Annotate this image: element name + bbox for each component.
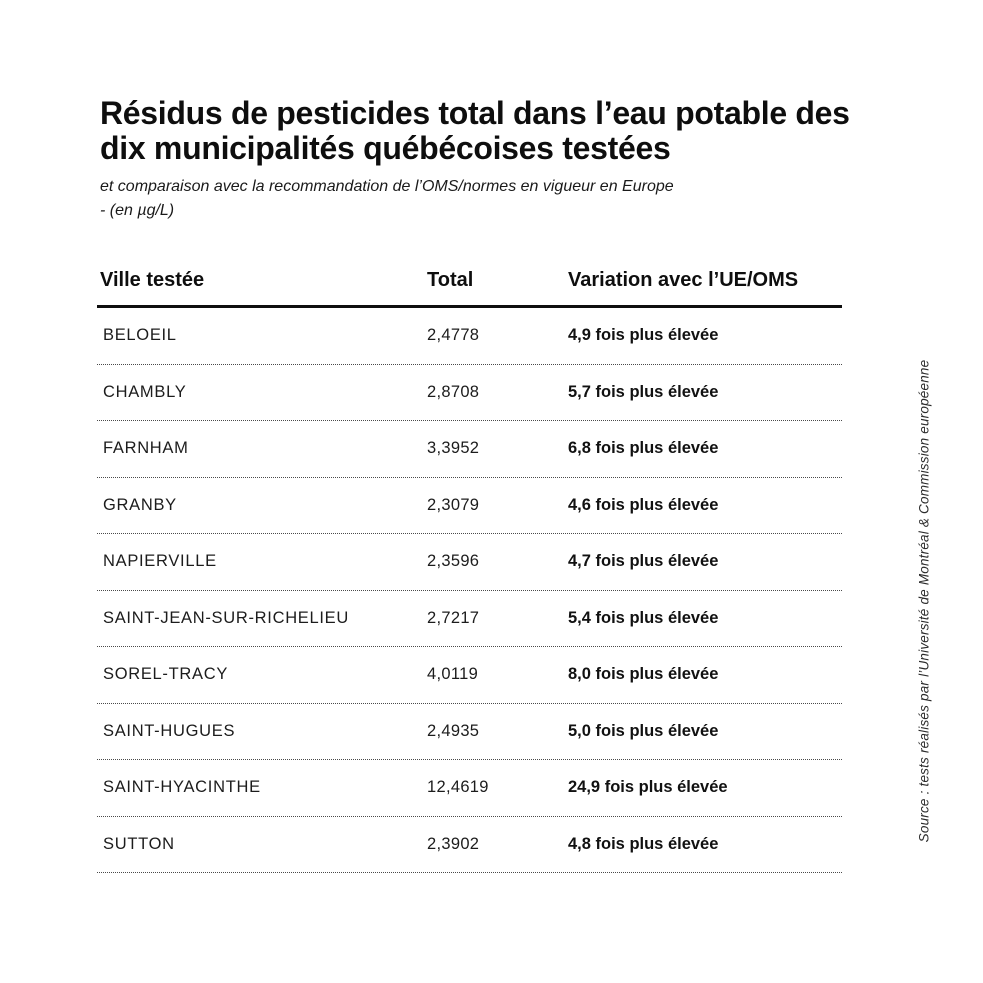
- table-row: [97, 817, 842, 874]
- total-cell: 2,3902: [427, 834, 480, 853]
- variation-cell: 4,7 fois plus élevée: [568, 552, 719, 571]
- variation-cell: 5,7 fois plus élevée: [568, 382, 719, 401]
- variation-cell: 24,9 fois plus élevée: [568, 778, 728, 797]
- total-cell: 2,3596: [427, 552, 480, 571]
- subtitle-line-1: et comparaison avec la recommandation de l’OMS/normes en vigueur en Europe: [100, 178, 674, 196]
- table-row: [97, 704, 842, 761]
- header: [100, 96, 900, 223]
- table-row: [97, 421, 842, 478]
- column-header-variation: Variation avec l’UE/OMS: [568, 269, 799, 291]
- city-cell: SOREL-TRACY: [103, 665, 229, 684]
- total-cell: 2,8708: [427, 382, 480, 401]
- city-cell: CHAMBLY: [103, 382, 187, 401]
- variation-cell: 6,8 fois plus élevée: [568, 439, 719, 458]
- city-cell: SAINT-HYACINTHE: [103, 778, 261, 797]
- variation-cell: 4,8 fois plus élevée: [568, 834, 719, 853]
- city-cell: FARNHAM: [103, 439, 189, 458]
- total-cell: 2,4778: [427, 326, 480, 345]
- table-row: [97, 760, 842, 817]
- source-note: Source : tests réalisés par l’Université de Montréal & Commission européenne: [916, 359, 932, 843]
- city-cell: SAINT-HUGUES: [103, 721, 236, 740]
- table-row: [97, 478, 842, 535]
- city-cell: NAPIERVILLE: [103, 552, 217, 571]
- city-cell: GRANBY: [103, 495, 177, 514]
- total-cell: 2,3079: [427, 495, 480, 514]
- table-body: [97, 308, 842, 873]
- table-row: [97, 308, 842, 365]
- page-title: Résidus de pesticides total dans l’eau potable des dix municipalités québécoises testées: [100, 95, 850, 167]
- table-header-row: [97, 264, 842, 308]
- subtitle: [100, 175, 900, 223]
- column-header-total: Total: [427, 269, 474, 291]
- table-row: [97, 365, 842, 422]
- pesticide-table: [97, 264, 842, 873]
- table-row: [97, 534, 842, 591]
- city-cell: SUTTON: [103, 834, 175, 853]
- variation-cell: 4,9 fois plus élevée: [568, 326, 719, 345]
- table-row: [97, 647, 842, 704]
- subtitle-line-2: - (en µg/L): [100, 202, 175, 220]
- column-header-city: Ville testée: [100, 269, 205, 291]
- variation-cell: 5,4 fois plus élevée: [568, 608, 719, 627]
- total-cell: 2,7217: [427, 608, 480, 627]
- city-cell: BELOEIL: [103, 326, 177, 345]
- variation-cell: 8,0 fois plus élevée: [568, 665, 719, 684]
- total-cell: 2,4935: [427, 721, 480, 740]
- variation-cell: 4,6 fois plus élevée: [568, 495, 719, 514]
- city-cell: SAINT-JEAN-SUR-RICHELIEU: [103, 608, 349, 627]
- table-row: [97, 591, 842, 648]
- total-cell: 12,4619: [427, 778, 489, 797]
- total-cell: 4,0119: [427, 665, 479, 684]
- total-cell: 3,3952: [427, 439, 480, 458]
- variation-cell: 5,0 fois plus élevée: [568, 721, 719, 740]
